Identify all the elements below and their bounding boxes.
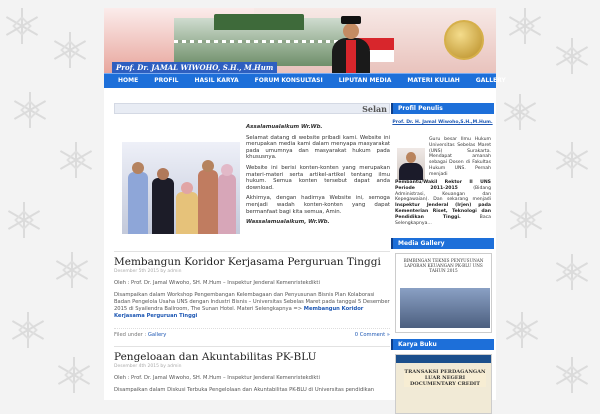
site-owner-name: Prof. Dr. JAMAL WIWOHO, S.H., M.Hum [112,62,277,73]
snowflake-decoration [8,310,48,350]
snowflake-decoration [500,92,540,132]
welcome-greeting: Assalamualaikum Wr.Wb. [246,124,323,130]
main-navigation [104,73,506,88]
profile-widget [391,120,494,238]
campus-building-image [174,18,354,66]
post-author: Oleh : Prof. Dr. Jamal Wiwoho, SH. M.Hum – Inspektur Jenderal Kemenristekdikti [114,280,320,286]
professor-portrait-image [332,16,370,73]
profile-name-link[interactable]: Prof. Dr. H. Jamal Wiwoho,S.H.,M.Hum. [392,120,493,125]
snowflake-decoration [4,200,44,240]
filed-under-label: Filed under : [114,332,148,338]
snowflake-decoration [10,90,50,130]
nav-materi-kuliah[interactable]: MATERI KULIAH [407,77,460,84]
gallery-photo [400,288,490,328]
post-read-more-link[interactable]: Membangun Koridor Kerjasama Perguruan Tinggi [114,306,364,319]
sidebar [391,103,494,400]
blog-post [114,346,390,394]
profile-bio: Guru besar Ilmu Hukum Universitas Sebelas Maret (UNS) Surakarta. Mendapat amanah sebagai Dosen di Fakultas Hukum UNS. Pernah menjadi [429,137,491,177]
welcome-paragraph: Website ini berisi konten-konten yang merupakan materi-materi serta artikel-artikel tentang ilmu hukum. Semua konten tersebut dapat anda download. [246,164,390,191]
category-link[interactable]: Gallery [147,332,167,338]
snowflake-decoration [552,36,592,76]
post-date: Desember 4th 2015 by admin [114,364,182,369]
welcome-message [246,124,390,230]
site-header-banner [104,8,496,73]
snowflake-decoration [56,140,96,180]
profile-bio-continued [395,180,491,226]
snowflake-decoration [506,200,546,240]
profile-position: Inspektur Jenderal (Irjen) pada Kementerian Riset, Teknologi dan Pendidikan Tinggi. [395,203,491,220]
snowflake-decoration [502,310,542,350]
snowflake-decoration [505,6,545,46]
profile-role-detail: (Bidang Administrasi, Keuangan dan Kepegawaian). Dan sekarang menjadi [395,185,491,203]
profile-role: Pembantu/Wakil Rektor II UNS Periode 2011-2015 [395,180,491,191]
nav-hasil-karya[interactable]: HASIL KARYA [194,77,239,84]
profile-read-more-link[interactable]: Baca Selengkapnya... [395,214,491,226]
post-excerpt [114,292,390,320]
snowflake-decoration [54,355,94,395]
gallery-image-caption: BIMBINGAN TEKNIS PENYUSUNAN LAPORAN KEUANGAN PK-BLU UNS TAHUN 2015 [403,258,484,273]
post-category [114,332,166,338]
nav-gallery[interactable]: GALLERY [475,77,506,84]
nav-liputan-media[interactable]: LIPUTAN MEDIA [338,77,392,84]
post-excerpt-text: Disampaikan dalam Workshop Pengembangan Kelembagaan dan Penyusunan Bisnis Plan Kolaborasi Badan Pengelola Usaha UNS dengan Industri Bisnis – Universitas Sebelas Maret pada tanggal 5 Desember 2015 di Syailendra Ballroom, The Sunan Hotel. Materi Selengkapnya => [114,292,390,312]
book-cover-image[interactable] [395,354,492,414]
welcome-closing: Wassalamualaikum, Wr.Wb. [246,219,330,226]
snowflake-decoration [50,30,90,70]
nav-forum-konsultasi[interactable]: FORUM KONSULTASI [254,77,323,84]
family-photo [122,142,240,234]
blog-post [114,251,390,338]
nav-profil[interactable]: PROFIL [154,77,179,84]
book-cover-title: TRANSAKSI PERDAGANGAN LUAR NEGERI DOCUMENTARY CREDIT [404,369,486,387]
post-date: Desember 5th 2015 by admin [114,269,182,274]
snowflake-decoration [52,250,92,290]
snowflake-decoration [552,355,592,395]
welcome-paragraph: Selamat datang di website pribadi kami. Website ini merupakan media kami dalam menyapa masyarakat pada umumnya dan masyarakat hukum pada khususnya. [246,134,390,161]
gallery-widget-title: Media Gallery [391,238,494,249]
snowflake-decoration [552,252,592,292]
page-container [104,8,506,400]
profile-widget-title: Profil Penulis [391,103,494,114]
book-cover-band [396,355,491,363]
post-title-link[interactable]: Pengeloaan dan Akuntabilitas PK-BLU [114,351,317,363]
nav-home[interactable]: HOME [118,77,139,84]
profile-photo [397,148,425,180]
books-widget-title: Karya Buku [391,339,494,350]
snowflake-decoration [552,140,592,180]
scrolling-marquee: Selan [114,103,390,114]
post-footer [114,328,390,338]
media-gallery-image[interactable] [395,253,492,333]
post-author: Oleh : Prof. Dr. Jamal Wiwoho, SH. M.Hum – Inspektur Jenderal Kemenristekdikti [114,375,320,381]
welcome-paragraph: Akhirnya, dengan hadirnya Website ini, semoga menjadi wadah konten-konten yang dapat bermanfaat bagi kita semua, Amin. [246,195,390,215]
post-excerpt: Disampaikan dalam Diskusi Terbuka Pengelolaan dan Akuntabilitas PK-BLU di Universitas pendidikan [114,387,375,393]
snowflake-decoration [2,6,42,46]
university-seal-logo [444,20,484,60]
post-title-link[interactable]: Membangun Koridor Kerjasama Perguruan Tinggi [114,256,381,268]
main-content [114,103,390,400]
comments-link[interactable]: 0 Comment » [354,332,390,338]
welcome-section [114,118,390,243]
